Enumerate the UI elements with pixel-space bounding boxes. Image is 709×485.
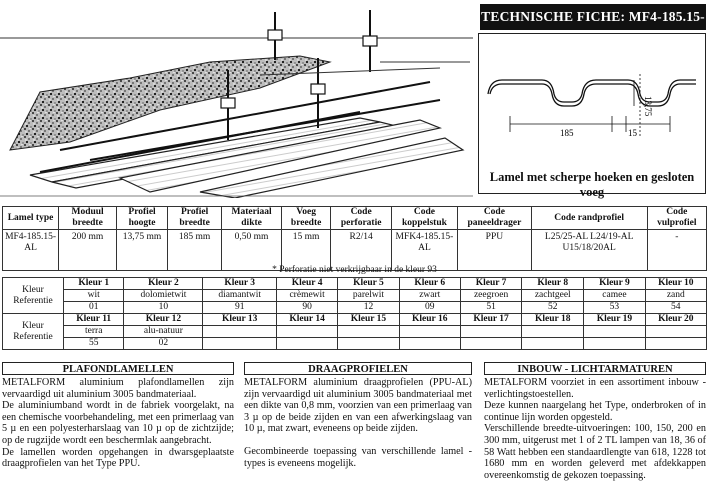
- spec-cell: MFK4-185.15-AL: [391, 230, 457, 271]
- section-title: PLAFONDLAMELLEN: [2, 362, 234, 375]
- color-header: Kleur 8: [522, 278, 584, 290]
- color-table: [2, 277, 707, 350]
- spec-cell: R2/14: [331, 230, 392, 271]
- color-name: dolomietwit: [124, 290, 203, 302]
- color-header: Kleur 5: [338, 278, 399, 290]
- color-row-label: Kleur Referentie: [3, 278, 64, 314]
- spec-header: Code koppelstuk: [391, 207, 457, 230]
- color-header: Kleur 19: [584, 314, 645, 326]
- color-name: zachtgeel: [522, 290, 584, 302]
- section-body: [244, 377, 472, 469]
- color-ref: 52: [522, 302, 584, 314]
- paragraph: METALFORM voorziet in een assortiment inbouw - verlichtingstoestellen.: [484, 377, 706, 400]
- paragraph: De aluminiumband wordt in de fabriek voorgelakt, na een chemische voorbehandeling, met een primerlaag van 5 µ en een polyesterharslaag van 10 µ op de zichtzijde; op de rugzijde wordt een beschermlak aangebracht.: [2, 400, 234, 446]
- color-header: Kleur 17: [460, 314, 521, 326]
- color-header: Kleur 4: [276, 278, 337, 290]
- spec-cell: 15 mm: [281, 230, 330, 271]
- spec-cell: PPU: [458, 230, 532, 271]
- color-header: Kleur 18: [522, 314, 584, 326]
- color-ref: 90: [276, 302, 337, 314]
- paragraph: De lamellen worden opgehangen in dwarsgeplaatste draagprofielen van het Type PPU.: [2, 446, 234, 470]
- inbouw-section: [484, 362, 706, 481]
- color-header: Kleur 13: [203, 314, 277, 326]
- color-name: camee: [584, 290, 645, 302]
- color-ref: 91: [203, 302, 277, 314]
- spec-header: Materiaal dikte: [222, 207, 282, 230]
- color-header: Kleur 15: [338, 314, 399, 326]
- perforation-footnote: * Perforatie niet verkrijgbaar in de kleur 93: [272, 265, 437, 275]
- draagprofielen-section: [244, 362, 472, 469]
- section-title: INBOUW - LICHTARMATUREN: [484, 362, 706, 375]
- profile-gap-dim: 15: [628, 128, 637, 138]
- spec-header: Moduul breedte: [59, 207, 117, 230]
- spec-header: Code perforatie: [331, 207, 392, 230]
- color-header: Kleur 20: [645, 314, 706, 326]
- spec-header-row: [3, 207, 707, 230]
- color-row-label: Kleur Referentie: [3, 314, 64, 350]
- paragraph: Gecombineerde toepassing van verschillende lamel - types is eveneens mogelijk.: [244, 445, 472, 469]
- paragraph: Deze kunnen naargelang het Type, onderbroken of in continue lijn worden opgesteld.: [484, 400, 706, 423]
- spec-header: Lamel type: [3, 207, 59, 230]
- section-title: DRAAGPROFIELEN: [244, 362, 472, 375]
- profile-width-dim: 185: [560, 128, 574, 138]
- color-ref: 53: [584, 302, 645, 314]
- color-name: alu-natuur: [124, 326, 203, 338]
- spec-table: [2, 206, 707, 271]
- paragraph: METALFORM aluminium draagprofielen (PPU-AL) zijn vervaardigd uit aluminium 3005 bandmateriaal met een dikte van 0,8 mm, voorzien van een primerlaag van 3 µ op de beide zijden en van een afwerkingslaag van 10 µ, mat zwart, eveneens op beide zijden.: [244, 377, 472, 435]
- color-name: parelwit: [338, 290, 399, 302]
- spec-cell: 13,75 mm: [117, 230, 168, 271]
- color-header: Kleur 9: [584, 278, 645, 290]
- color-header: Kleur 14: [276, 314, 337, 326]
- technical-sheet-title: TECHNISCHE FICHE: MF4-185.15-AL: [480, 4, 706, 30]
- color-ref: 02: [124, 338, 203, 350]
- color-name: crèmewit: [276, 290, 337, 302]
- color-name: terra: [64, 326, 124, 338]
- ceiling-installation-illustration: [0, 0, 473, 198]
- color-name: zwart: [399, 290, 460, 302]
- color-header: Kleur 11: [64, 314, 124, 326]
- color-ref: 10: [124, 302, 203, 314]
- color-header: Kleur 16: [399, 314, 460, 326]
- profile-caption: Lamel met scherpe hoeken en gesloten voeg: [489, 170, 695, 199]
- color-ref: 55: [64, 338, 124, 350]
- color-ref: 01: [64, 302, 124, 314]
- color-name: diamantwit: [203, 290, 277, 302]
- section-body: [2, 377, 234, 470]
- color-header: Kleur 6: [399, 278, 460, 290]
- spec-cell: L25/25-AL L24/19-AL U15/18/20AL: [531, 230, 647, 271]
- color-ref: 09: [399, 302, 460, 314]
- paragraph: Verschillende breedte-uitvoeringen: 100, 150, 200 en 300 mm, uitgerust met 1 of 2 TL lampen van 18, 36 of 58 Watt hebben een standaardlengte van 618, 1228 tot 1680 mm en worden geleverd met afdekkappen overeenkomstig de gekozen toepassing.: [484, 423, 706, 481]
- color-header: Kleur 10: [645, 278, 706, 290]
- spec-cell: 0,50 mm: [222, 230, 282, 271]
- spec-cell: 200 mm: [59, 230, 117, 271]
- spec-header: Code randprofiel: [531, 207, 647, 230]
- color-header: Kleur 12: [124, 314, 203, 326]
- color-header: Kleur 7: [460, 278, 521, 290]
- paragraph: METALFORM aluminium plafondlamellen zijn vervaardigd uit aluminium 3005 bandmateriaal.: [2, 377, 234, 400]
- color-ref: 54: [645, 302, 706, 314]
- lamel-profile-drawing: [480, 36, 704, 168]
- color-name: wit: [64, 290, 124, 302]
- plafondlamellen-section: [2, 362, 234, 470]
- spec-header: Code paneeldrager: [458, 207, 532, 230]
- color-header: Kleur 1: [64, 278, 124, 290]
- color-name: zeegroen: [460, 290, 521, 302]
- spec-header: Profiel hoogte: [117, 207, 168, 230]
- color-ref: 51: [460, 302, 521, 314]
- color-ref: 12: [338, 302, 399, 314]
- profile-height-dim: 13,75: [643, 96, 653, 117]
- color-header: Kleur 2: [124, 278, 203, 290]
- spec-cell: 185 mm: [167, 230, 221, 271]
- spec-header: Voeg breedte: [281, 207, 330, 230]
- section-body: [484, 377, 706, 481]
- color-name: zand: [645, 290, 706, 302]
- color-header: Kleur 3: [203, 278, 277, 290]
- spec-cell: MF4-185.15-AL: [3, 230, 59, 271]
- spec-cell: -: [647, 230, 706, 271]
- spec-header: Code vulprofiel: [647, 207, 706, 230]
- spec-header: Profiel breedte: [167, 207, 221, 230]
